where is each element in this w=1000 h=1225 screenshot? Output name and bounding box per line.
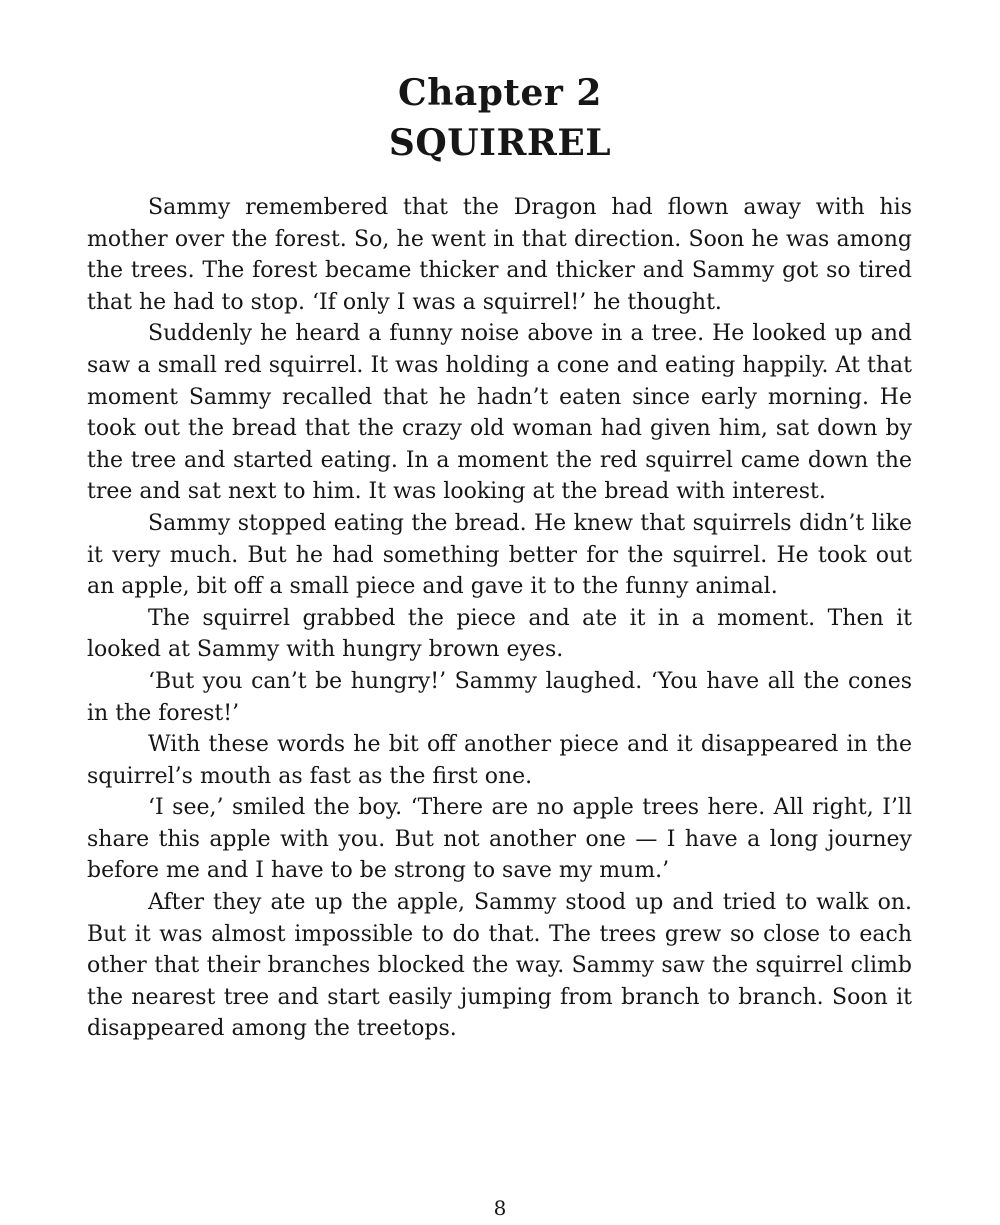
page-number: 8 <box>493 1196 507 1220</box>
paragraph: ‘I see,’ smiled the boy. ‘There are no apple trees here. All right, I’ll share this apple with you. But not another one — I have a long journey before me and I have to be strong to save my mum.’ <box>87 795 912 884</box>
paragraph: Sammy stopped eating the bread. He knew that squirrels didn’t like it very much. But he had something better for the squirrel. He took out an apple, bit off a small piece and gave it to the funny animal. <box>87 510 912 600</box>
paragraph: The squirrel grabbed the piece and ate it in a moment. Then it looked at Sammy with hungry brown eyes. <box>87 605 912 663</box>
paragraph: With these words he bit off another piece and it disappeared in the squirrel’s mouth as fast as the first one. <box>87 732 912 789</box>
chapter-body-text <box>87 192 912 1045</box>
chapter-title: SQUIRREL <box>388 122 612 164</box>
paragraph: Suddenly he heard a funny noise above in a tree. He looked up and saw a small red squirrel. It was holding a cone and eating happily. At that moment Sammy recalled that he hadn’t eaten since early morning. He took out the bread that the crazy old woman had given him, sat down by the tree and started eating. In a moment the red squirrel came down the tree and sat next to him. It was looking at the bread with interest. <box>87 321 912 505</box>
paragraph: ‘But you can’t be hungry!’ Sammy laughed. ‘You have all the cones in the forest!’ <box>87 668 912 726</box>
chapter-number-label: Chapter 2 <box>398 72 602 114</box>
chapter-heading <box>0 68 1000 168</box>
paragraph: After they ate up the apple, Sammy stood up and tried to walk on. But it was almost impossible to do that. The trees grew so close to each other that their branches blocked the way. Sammy saw the squirrel climb the nearest tree and start easily jumping from branch to branch. Soon it disappeared among the treetops. <box>87 890 912 1042</box>
paragraph: Sammy remembered that the Dragon had flown away with his mother over the forest. So, he went in that direction. Soon he was among the trees. The forest became thicker and thicker and Sammy got so tired that he had to stop. ‘If only I was a squirrel!’ he thought. <box>87 195 912 315</box>
